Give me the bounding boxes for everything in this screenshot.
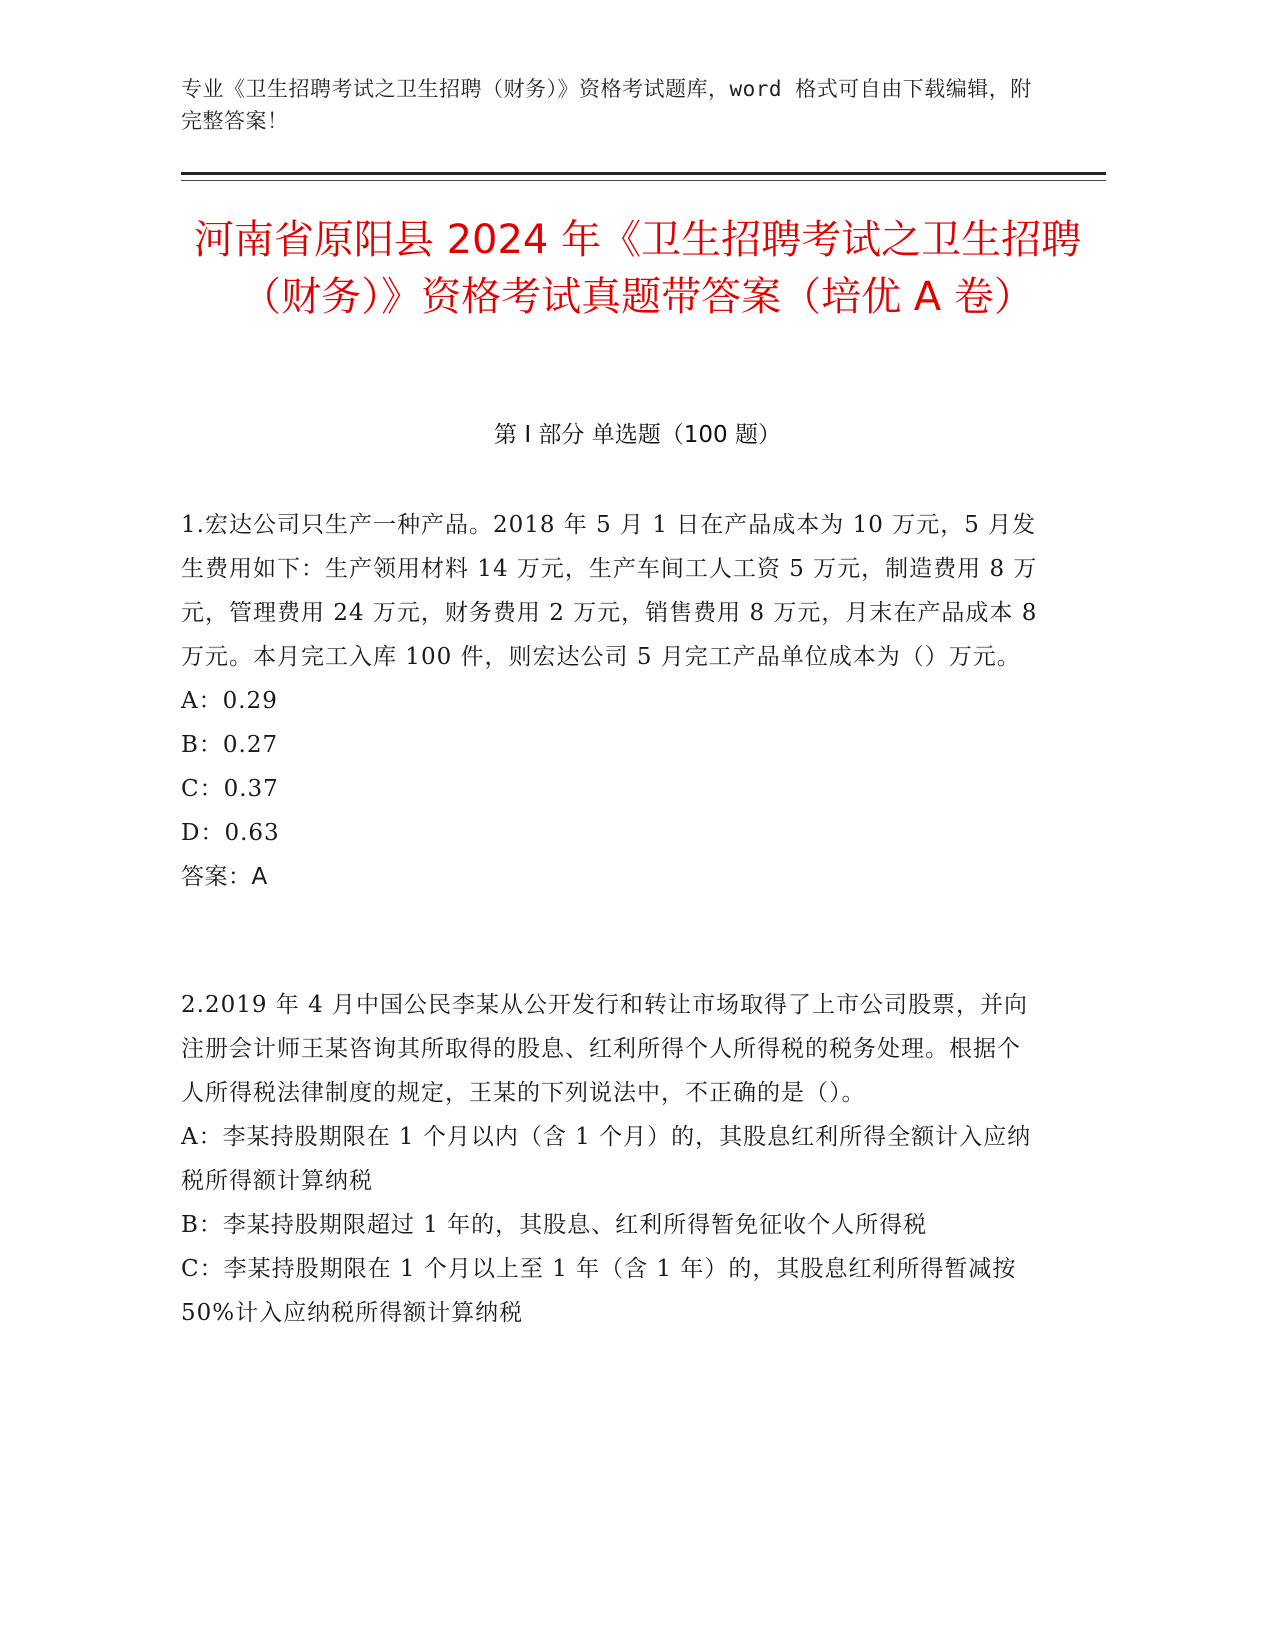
option-c: C：李某持股期限在 1 个月以上至 1 年（含 1 年）的，其股息红利所得暂减按 50%计入应纳税所得额计算纳税: [181, 1256, 1017, 1326]
header-note: 专业《卫生招聘考试之卫生招聘（财务）》资格考试题库，word 格式可自由下载编辑，附完整答案！: [181, 77, 1032, 133]
header-rule: [181, 172, 1106, 175]
document-title: 河南省原阳县 2024 年《卫生招聘考试之卫生招聘（财务）》资格考试真题带答案（培优 A 卷）: [193, 217, 1082, 320]
question-2: [181, 983, 1041, 1335]
header-rule-thin: [181, 180, 1106, 181]
answer-line: 答案：A: [181, 864, 268, 890]
option-b: B：李某持股期限超过 1 年的，其股息、红利所得暂免征收个人所得税: [181, 1212, 928, 1238]
section-heading: 第 I 部分 单选题（100 题）: [494, 422, 781, 448]
option-c: C：0.37: [181, 776, 279, 802]
option-a: A：李某持股期限在 1 个月以内（含 1 个月）的，其股息红利所得全额计入应纳税所得额计算纳税: [181, 1124, 1032, 1194]
option-a: A：0.29: [181, 688, 278, 714]
question-stem: 2.2019 年 4 月中国公民李某从公开发行和转让市场取得了上市公司股票，并向注册会计师王某咨询其所取得的股息、红利所得个人所得税的税务处理。根据个人所得税法律制度的规定，王某的下列说法中，不正确的是（）。: [181, 992, 1029, 1106]
option-b: B：0.27: [181, 732, 279, 758]
question-1: [181, 503, 1041, 899]
option-d: D：0.63: [181, 820, 280, 846]
question-stem: 1.宏达公司只生产一种产品。2018 年 5 月 1 日在产品成本为 10 万元，5 月发生费用如下：生产领用材料 14 万元，生产车间工人工资 5 万元，制造费用 8 万元，管理费用 24 万元，财务费用 2 万元，销售费用 8 万元，月末在产品成本 8 万元。本月完工入库 100 件，则宏达公司 5 月完工产品单位成本为（）万元。: [181, 512, 1038, 670]
